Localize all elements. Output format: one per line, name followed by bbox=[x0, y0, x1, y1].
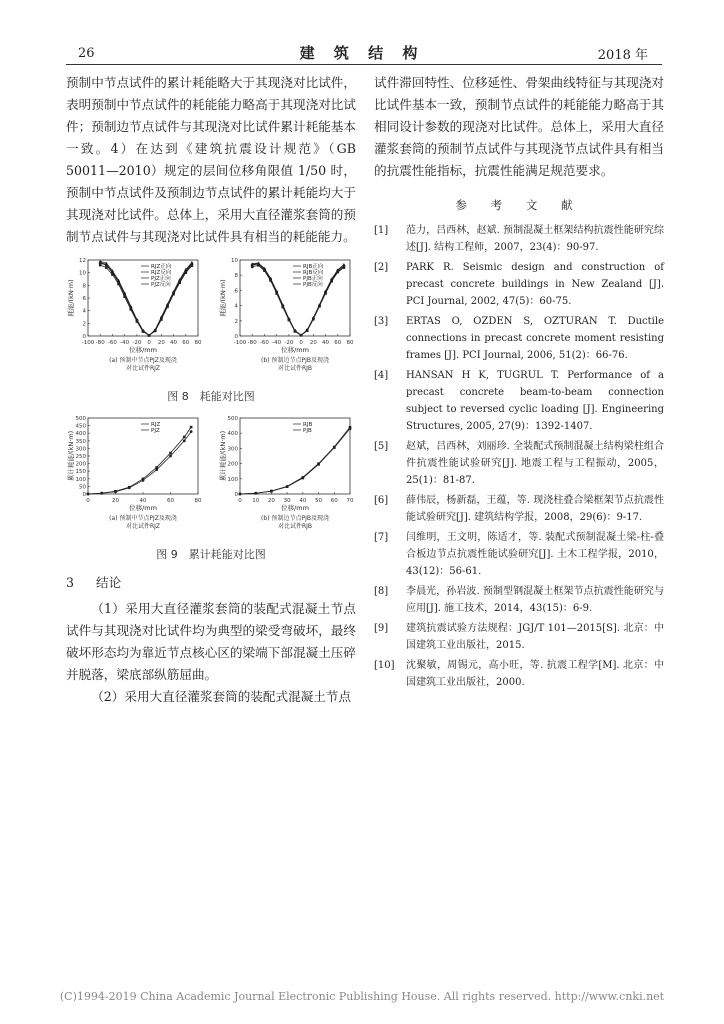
data-point bbox=[286, 485, 289, 488]
y-tick-label: 100 bbox=[75, 476, 86, 483]
series-line bbox=[252, 264, 344, 335]
y-tick-label: 400 bbox=[227, 431, 238, 438]
y-tick-label: 50 bbox=[79, 484, 86, 491]
references-heading: 参 考 文 献 bbox=[455, 198, 583, 212]
data-point bbox=[169, 455, 172, 458]
series-line bbox=[88, 432, 191, 494]
plot-frame bbox=[88, 260, 198, 336]
y-tick-label: 250 bbox=[75, 454, 86, 460]
y-tick-label: 8 bbox=[82, 283, 86, 290]
x-tick-label: 60 bbox=[334, 340, 342, 346]
plot-frame bbox=[240, 260, 350, 336]
y-axis-label: 耗能/(kN·m) bbox=[219, 279, 227, 317]
x-tick-label: 60 bbox=[330, 498, 338, 504]
y-tick-label: 500 bbox=[75, 416, 86, 422]
y-tick-label: 100 bbox=[227, 476, 238, 483]
x-tick-label: 50 bbox=[315, 498, 323, 504]
data-point bbox=[99, 264, 102, 267]
paragraph: （2）采用大直径灌浆套筒的装配式混凝土节点 bbox=[91, 689, 352, 704]
page-number: 26 bbox=[78, 46, 95, 61]
data-point bbox=[105, 266, 108, 269]
figure-caption: 图 9 累计耗能对比图 bbox=[156, 548, 266, 561]
paragraph: （1）采用大直径灌浆套筒的装配式混凝土节点试件与其现浇对比试件均为典型的梁受弯破坏，最终破坏形态均为靠近节点核心区的梁端下部混凝土压碎并脱落，梁底部纵筋屈曲。 bbox=[66, 601, 356, 682]
series-line bbox=[88, 427, 191, 494]
copyright-footer: (C)1994-2019 China Academic Journal Electronic Publishing House. All rights reserved. http://www.cnki.net bbox=[59, 990, 665, 1003]
y-tick-label: 4 bbox=[82, 308, 86, 315]
figure-caption: 图 8 耗能对比图 bbox=[167, 390, 255, 403]
x-tick-label: 0 bbox=[147, 340, 151, 346]
data-point bbox=[239, 493, 242, 496]
chart-fig8b bbox=[218, 254, 356, 382]
x-tick-label: -60 bbox=[107, 340, 117, 346]
y-tick-label: 4 bbox=[234, 303, 238, 310]
series-line bbox=[240, 429, 350, 494]
plot-frame bbox=[88, 418, 198, 494]
legend-label: PJB bbox=[303, 428, 312, 434]
running-header bbox=[0, 40, 724, 62]
x-tick-label: 40 bbox=[139, 498, 147, 504]
legend-label: PJZ反向 bbox=[151, 282, 171, 288]
x-axis-label: 位移/mm bbox=[281, 504, 309, 512]
series-line bbox=[252, 265, 344, 335]
subfigure-caption: (b) 预制边节点PJB及现浇 bbox=[261, 515, 329, 522]
y-tick-label: 10 bbox=[79, 270, 86, 277]
chart-fig8a bbox=[66, 254, 204, 382]
legend-label: RJZ反向 bbox=[151, 270, 172, 276]
reference-item: [2] PARK R. Seismic design and construction of precast concrete buildings in New Zealand [J]. PCI Journal, 2002, 47(5)：60-75. bbox=[374, 262, 664, 307]
reference-item: [6] 薛伟辰，杨新磊，王蕴，等. 现浇柱叠合梁框架节点抗震性能试验研究[J]. 建筑结构学报，2008，29(6)：9-17. bbox=[374, 495, 664, 523]
data-point bbox=[183, 439, 186, 442]
x-tick-label: 20 bbox=[267, 498, 275, 504]
y-axis-label: 累计耗能/(kN·m) bbox=[67, 430, 75, 482]
section-heading bbox=[66, 572, 356, 594]
x-tick-label: 60 bbox=[182, 340, 190, 346]
x-tick-label: -80 bbox=[95, 340, 105, 346]
y-tick-label: 300 bbox=[75, 446, 86, 453]
y-tick-label: 2 bbox=[82, 321, 86, 328]
reference-item: [8] 李晨光，孙岩波. 预制型钢混凝土框架节点抗震性能研究与应用[J]. 施工技术，2014，43(15)：6-9. bbox=[374, 586, 664, 614]
data-point bbox=[128, 486, 131, 489]
data-point bbox=[270, 490, 273, 493]
y-tick-label: 200 bbox=[227, 461, 238, 468]
legend-label: PJB正向 bbox=[303, 276, 323, 282]
series-line bbox=[240, 427, 350, 494]
y-tick-label: 500 bbox=[227, 416, 238, 422]
data-point bbox=[183, 436, 186, 439]
x-tick-label: -20 bbox=[132, 340, 142, 346]
x-tick-label: 10 bbox=[252, 498, 260, 504]
x-axis-label: 位移/mm bbox=[129, 504, 157, 512]
figure-8 bbox=[66, 254, 356, 408]
section-number: 3 bbox=[66, 575, 75, 590]
y-tick-label: 12 bbox=[79, 258, 86, 264]
right-column bbox=[374, 72, 664, 694]
left-column bbox=[66, 72, 356, 708]
figure-9 bbox=[66, 412, 356, 566]
subfigure-caption: 对比试件RJZ bbox=[125, 365, 161, 372]
section-title: 结论 bbox=[96, 575, 122, 590]
x-tick-label: 20 bbox=[112, 498, 119, 504]
x-tick-label: 0 bbox=[86, 498, 90, 504]
reference-item: [9] 建筑抗震试验方法规程：JGJ/T 101—2015[S]. 北京：中国建筑工业出版社，2015. bbox=[374, 623, 664, 651]
x-tick-label: 80 bbox=[346, 340, 354, 346]
y-tick-label: 0 bbox=[82, 492, 86, 498]
y-tick-label: 8 bbox=[234, 273, 238, 280]
year: 2018 年 bbox=[597, 48, 648, 63]
x-tick-label: 0 bbox=[238, 498, 242, 504]
x-tick-label: 0 bbox=[299, 340, 303, 346]
reference-item: [4] HANSAN H K, TUGRUL T. Performance of a precast concrete beam-to-beam connection subject to reversed cyclic loading [J]. Engineering Structures, 2005, 27(9)：1392-1407. bbox=[374, 370, 664, 432]
x-tick-label: -80 bbox=[247, 340, 257, 346]
reference-item: [7] 闫维明，王文明，陈适才，等. 装配式预制混凝土梁-柱-叠合板边节点抗震性能试验研究[J]. 土木工程学报，2010，43(12)：56-61. bbox=[374, 532, 664, 577]
y-tick-label: 350 bbox=[75, 438, 86, 445]
reference-item: [5] 赵斌，吕西林，刘丽珍. 全装配式预制混凝土结构梁柱组合件抗震性能试验研究[J]. 地震工程与工程振动，2005，25(1)：81-87. bbox=[374, 441, 664, 486]
series-line bbox=[252, 264, 344, 335]
y-tick-label: 400 bbox=[75, 431, 86, 438]
x-tick-label: -100 bbox=[81, 340, 95, 346]
y-tick-label: 150 bbox=[75, 469, 86, 476]
legend-label: PJB反向 bbox=[303, 282, 323, 288]
legend-label: RJB正向 bbox=[303, 264, 324, 270]
data-point bbox=[333, 446, 336, 449]
reference-item: [3] ERTAS O, OZDEN S, OZTURAN T. Ductile connections in precast concrete moment resisting frames [J]. PCI Journal, 2006, 51(2)：66-76. bbox=[374, 316, 664, 361]
y-tick-label: 200 bbox=[75, 461, 86, 468]
x-tick-label: -100 bbox=[233, 340, 247, 346]
paragraph: 预制中节点试件的累计耗能略大于其现浇对比试件，表明预制中节点试件的耗能能力略高于其现浇对比试件；预制边节点试件与其现浇对比试件累计耗能基本一致。4）在达到《建筑抗震设计规范》（GB 50011—2010）规定的层间位移角限值 1/50 时，预制中节点试件及预制边节点试件的累计耗能均大于其现浇对比试件。总体上，采用大直径灌浆套筒的预制节点试件与其现浇对比试件具有相当的耗能能力。 bbox=[66, 75, 356, 244]
series-line bbox=[100, 261, 192, 335]
data-point bbox=[317, 463, 320, 466]
y-tick-label: 450 bbox=[75, 423, 86, 430]
x-tick-label: 20 bbox=[309, 340, 317, 346]
y-tick-label: 10 bbox=[231, 258, 238, 264]
subfigure-caption: 对比试件RJB bbox=[277, 365, 313, 372]
subfigure-caption: (a) 预制中节点PJZ及现浇 bbox=[109, 357, 177, 364]
data-point bbox=[169, 452, 172, 455]
x-tick-label: 40 bbox=[299, 498, 307, 504]
y-tick-label: 300 bbox=[227, 446, 238, 453]
x-tick-label: 20 bbox=[157, 340, 165, 346]
subfigure-caption: 对比试件RJZ bbox=[125, 523, 161, 530]
data-point bbox=[190, 430, 193, 433]
y-tick-label: 6 bbox=[82, 296, 86, 302]
reference-list bbox=[374, 222, 664, 691]
legend-label: RJZ bbox=[151, 422, 161, 428]
x-tick-label: 40 bbox=[322, 340, 330, 346]
legend-label: RJB反向 bbox=[303, 270, 324, 276]
reference-item: [10] 沈聚敏，周锡元，高小旺，等. 抗震工程学[M]. 北京：中国建筑工业出版社，2000. bbox=[374, 660, 664, 688]
legend-label: PJZ bbox=[151, 428, 160, 434]
x-tick-label: 80 bbox=[194, 498, 202, 504]
y-tick-label: 6 bbox=[234, 288, 238, 295]
data-point bbox=[254, 492, 257, 495]
subfigure-caption: (b) 预制边节点PJB及现浇 bbox=[261, 357, 329, 364]
data-point bbox=[87, 493, 90, 496]
paragraph: 试件滞回特性、位移延性、骨架曲线特征与其现浇对比试件基本一致，预制节点试件的耗能能力略高于其相同设计参数的现浇对比试件。总体上，采用大直径灌浆套筒的预制节点试件与其现浇节点试件具有相当的抗震性能指标，抗震性能满足规范要求。 bbox=[374, 75, 664, 178]
y-tick-label: 2 bbox=[234, 318, 238, 325]
chart-fig9b bbox=[218, 412, 356, 540]
subfigure-caption: (a) 预制中节点PJZ及现浇 bbox=[109, 515, 177, 522]
x-tick-label: 40 bbox=[170, 340, 178, 346]
x-tick-label: 80 bbox=[194, 340, 202, 346]
chart-fig9a bbox=[66, 412, 204, 540]
data-point bbox=[302, 477, 305, 480]
header-rule bbox=[66, 64, 662, 65]
y-axis-label: 耗能/(kN·m) bbox=[67, 279, 75, 317]
x-tick-label: 30 bbox=[283, 498, 291, 504]
y-tick-label: 0 bbox=[234, 334, 238, 340]
y-axis-label: 累计耗能/(kN·m) bbox=[219, 430, 227, 482]
y-tick-label: 0 bbox=[234, 492, 238, 498]
legend-label: PJZ正向 bbox=[151, 276, 171, 282]
legend-label: RJZ正向 bbox=[151, 264, 172, 270]
x-tick-label: -40 bbox=[272, 340, 282, 346]
x-tick-label: -40 bbox=[120, 340, 130, 346]
data-point bbox=[155, 466, 158, 469]
data-point bbox=[114, 490, 117, 493]
x-axis-label: 位移/mm bbox=[281, 346, 309, 354]
x-tick-label: 60 bbox=[167, 498, 174, 504]
legend-label: RJB bbox=[303, 422, 313, 428]
data-point bbox=[100, 492, 103, 495]
journal-title: 建 筑 结 构 bbox=[299, 44, 425, 62]
data-point bbox=[349, 427, 352, 430]
x-tick-label: 70 bbox=[346, 498, 354, 504]
data-point bbox=[190, 426, 193, 429]
reference-item: [1] 范力，吕西林，赵斌. 预制混凝土框架结构抗震性能研究综述[J]. 结构工程师，2007，23(4)：90-97. bbox=[374, 225, 664, 253]
data-point bbox=[142, 478, 145, 481]
x-tick-label: -60 bbox=[259, 340, 269, 346]
y-tick-label: 0 bbox=[82, 334, 86, 340]
x-tick-label: -20 bbox=[284, 340, 294, 346]
subfigure-caption: 对比试件RJB bbox=[277, 523, 313, 530]
x-axis-label: 位移/mm bbox=[129, 346, 157, 354]
